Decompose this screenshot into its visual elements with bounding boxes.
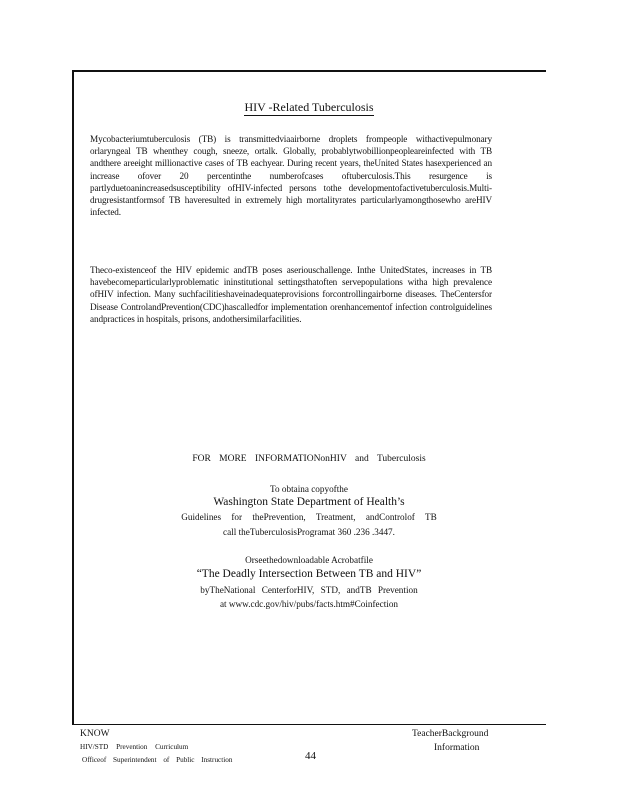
more-info-publisher: byTheNational CenterforHIV, STD, andTB Prevention bbox=[200, 585, 418, 595]
footer-office: Officeof Superintendent of Public Instruction bbox=[82, 756, 233, 764]
more-info-url: at www.cdc.gov/hiv/pubs/facts.htm#Coinfection bbox=[219, 599, 399, 609]
more-info-department: Washington State Department of Health’s bbox=[213, 496, 405, 508]
page-number: 44 bbox=[305, 750, 316, 762]
more-info-publication-title: “The Deadly Intersection Between TB and HIV” bbox=[196, 568, 422, 580]
paragraph-co-existence: Theco-existenceof the HIV epidemic andTB poses aseriouschallenge. Inthe UnitedStates, increases in TB havebecomeparticularlyproblematic ininstitutional settingsthatoften servepopulations witha high prevalence ofHIV infection. Many suchfacilitieshaveinadequateprovisions forcontrollingairborne diseases. TheCentersfor Disease ControlandPrevention(CDC)hascalledfor implementation orenhancementof infection controlguidelines andpractices in hospitals, prisons, andothersimilarfacilities. bbox=[90, 265, 492, 324]
more-info-obtain: To obtaina copyofthe bbox=[270, 484, 348, 494]
more-info-phone: call theTuberculosisProgramat 360 .236 .3447. bbox=[223, 527, 395, 537]
left-rule bbox=[72, 70, 74, 724]
footer-information: Information bbox=[434, 743, 480, 753]
page-title-text: HIV -Related Tuberculosis bbox=[244, 100, 374, 114]
footer-teacher-background: TeacherBackground bbox=[412, 729, 489, 739]
more-info-or-see: Orseethedownloadable Acrobatfile bbox=[245, 555, 373, 565]
page-title bbox=[0, 100, 618, 115]
top-rule bbox=[72, 70, 546, 72]
more-info-heading: FOR MORE INFORMATIONonHIV and Tuberculosis bbox=[192, 454, 426, 464]
more-info-guidelines: Guidelines for thePrevention, Treatment, andControlof TB bbox=[181, 512, 437, 522]
footer-curriculum: HIV/STD Prevention Curriculum bbox=[80, 743, 189, 751]
footer-know: KNOW bbox=[80, 729, 110, 739]
footer-rule bbox=[72, 724, 546, 725]
paragraph-tb-overview: Mycobacteriumtuberculosis (TB) is transmittedviaairborne droplets frompeople withactivepulmonary orlaryngeal TB whenthey cough, sneeze, ortalk. Globally, probablytwobillionpeopleareinfected with TB andthere areeight millionactive cases of TB eachyear. During recent years, theUnited States hasexperienced an increase ofover 20 percentinthe numberofcases oftuberculosis.This resurgence is partlyduetoanincreasedsusceptibility ofHIV-infected persons tothe developmentofactivetuberculosis.Multi-drugresistantformsof TB haveresulted in extremely high mortalityrates particularlyamongthosewho areHIV infected. bbox=[90, 134, 492, 218]
